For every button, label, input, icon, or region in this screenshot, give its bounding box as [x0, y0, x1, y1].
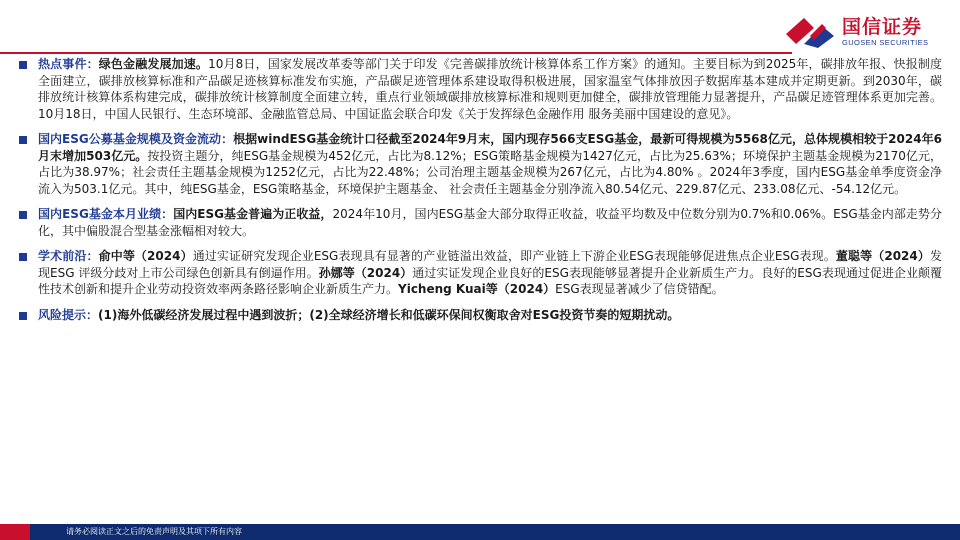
- section-risk: 风险提示：(1)海外低碳经济发展过程中遇到波折；(2)全球经济增长和低碳环保间权衡取舍对ESG投资节奏的短期扰动。: [16, 307, 942, 324]
- section-label: 风险提示: [38, 307, 87, 322]
- academic-author: 俞中等（2024）: [98, 249, 193, 263]
- academic-author: 董聪等（2024）: [835, 249, 930, 263]
- section-label: 国内ESG基金本月业绩: [38, 207, 162, 221]
- section-highlight: 国内ESG基金普遍为正收益，: [173, 207, 333, 221]
- academic-finding: ESG表现显著减少了信贷错配。: [555, 282, 724, 296]
- guosen-logo-icon: [784, 14, 836, 48]
- section-body: (1)海外低碳经济发展过程中遇到波折；(2)全球经济增长和低碳环保间权衡取舍对ESG投资节奏的短期扰动。: [98, 307, 680, 322]
- section-highlight: 绿色金融发展加速。: [98, 57, 209, 71]
- bullet-icon: [19, 211, 27, 219]
- bullet-icon: [19, 61, 27, 69]
- section-hot-events: 热点事件：绿色金融发展加速。10月8日，国家发展改革委等部门关于印发《完善碳排放统计核算体系工作方案》的通知。主要目标为到2025年，碳排放年报、快报制度全面建立，碳排放核算标准和产品碳足迹核算标准发布实施，产品碳足迹管理体系建设取得积极进展，国家温室气体排放因子数据库基本建成并定期更新。到2030年，碳排放统计核算体系构建完成，碳排放统计核算制度全面建立转，重点行业领域碳排放核算标准和规则更加健全，碳排放管理能力显著提升，产品碳足迹管理体系更加完善。10月18日，中国人民银行、生态环境部、金融监管总局、中国证监会联合印发《关于发挥绿色金融作用 服务美丽中国建设的意见》。: [16, 56, 942, 122]
- academic-finding: 通过实证发现企业良好的ESG表现能够显著提升企业新质生产力。良好的ESG表现通过促进企业颠覆性技术创新和提升企业劳动投资效率两条路径影响企业新质生产力。: [38, 265, 942, 296]
- section-label: 热点事件: [38, 57, 87, 71]
- footer-disclaimer: 请务必阅读正文之后的免责声明及其项下所有内容: [66, 527, 242, 536]
- section-body: 10月8日，国家发展改革委等部门关于印发《完善碳排放统计核算体系工作方案》的通知。主要目标为到2025年，碳排放年报、快报制度全面建立，碳排放核算标准和产品碳足迹核算标准发布实施，产品碳足迹管理体系建设取得积极进展，国家温室气体排放因子数据库基本建成并定期更新。到2030年，碳排放统计核算体系构建完成，碳排放统计核算制度全面建立转，重点行业领域碳排放核算标准和规则更加健全，碳排放管理能力显著提升，产品碳足迹管理体系更加完善。10月18日，中国人民银行、生态环境部、金融监管总局、中国证监会联合印发《关于发挥绿色金融作用 服务美丽中国建设的意见》。: [38, 57, 942, 121]
- section-fund-scale: 国内ESG公募基金规模及资金流动：根据windESG基金统计口径截至2024年9月末，国内现存566支ESG基金，最新可得规模为5568亿元，总体规模相较于2024年6月末增加503亿元。按投资主题分，纯ESG基金规模为452亿元，占比为8.12%；ESG策略基金规模为1427亿元，占比为25.63%；环境保护主题基金规模为2170亿元，占比为38.97%；社会责任主题基金规模为1252亿元，占比为22.48%；公司治理主题基金规模为267亿元，占比为4.80% 。2024年3季度，国内ESG基金单季度资金净流入为503.1亿元。其中，纯ESG基金，ESG策略基金，环境保护主题基金、 社会责任主题基金分别净流入80.54亿元、229.87亿元、233.08亿元、-54.12亿元。: [16, 131, 942, 197]
- bullet-icon: [19, 312, 27, 320]
- academic-finding: 发现ESG 评级分歧对上市公司绿色创新具有倒逼作用。: [38, 249, 942, 280]
- header-rule: [0, 52, 792, 54]
- summary-content: [16, 56, 942, 332]
- brand-logo: [784, 10, 944, 52]
- section-highlight: 根据windESG基金统计口径截至2024年9月末，国内现存566支ESG基金，最新可得规模为5568亿元，总体规模相较于2024年6月末增加503亿元。: [38, 132, 942, 163]
- academic-author: 孙娜等（2024）: [318, 265, 413, 280]
- section-label: 学术前沿: [38, 249, 87, 263]
- footer-bar: [0, 524, 960, 540]
- section-label: 国内ESG公募基金规模及资金流动: [38, 132, 222, 146]
- section-fund-performance: 国内ESG基金本月业绩：国内ESG基金普遍为正收益，2024年10月，国内ESG基金大部分取得正收益，收益平均数及中位数分别为0.7%和0.06%。ESG基金内部走势分化，其中偏股混合型基金涨幅相对较大。: [16, 206, 942, 239]
- section-body: 2024年10月，国内ESG基金大部分取得正收益，收益平均数及中位数分别为0.7%和0.06%。ESG基金内部走势分化，其中偏股混合型基金涨幅相对较大。: [38, 207, 942, 238]
- section-academic: 学术前沿：俞中等（2024）通过实证研究发现企业ESG表现具有显著的产业链溢出效益，即产业链上下游企业ESG表现能够促进焦点企业ESG表现。董聪等（2024）发现ESG 评级分歧对上市公司绿色创新具有倒逼作用。孙娜等（2024）通过实证发现企业良好的ESG表现能够显著提升企业新质生产力。良好的ESG表现通过促进企业颠覆性技术创新和提升企业劳动投资效率两条路径影响企业新质生产力。Yicheng Kuai等（2024）ESG表现显著减少了信贷错配。: [16, 248, 942, 298]
- academic-author: Yicheng Kuai等（2024）: [398, 282, 556, 296]
- brand-name-cn: 国信证券: [842, 16, 923, 38]
- brand-name-en: GUOSEN SECURITIES: [842, 38, 929, 47]
- bullet-icon: [19, 253, 27, 261]
- section-body: 按投资主题分，纯ESG基金规模为452亿元，占比为8.12%；ESG策略基金规模为1427亿元，占比为25.63%；环境保护主题基金规模为2170亿元，占比为38.97%；社会责任主题基金规模为1252亿元，占比为22.48%；公司治理主题基金规模为267亿元，占比为4.80% 。2024年3季度，国内ESG基金单季度资金净流入为503.1亿元。其中，纯ESG基金，ESG策略基金，环境保护主题基金、 社会责任主题基金分别净流入80.54亿元、229.87亿元、233.08亿元、-54.12亿元。: [38, 148, 942, 196]
- bullet-icon: [19, 136, 27, 144]
- academic-finding: 通过实证研究发现企业ESG表现具有显著的产业链溢出效益，即产业链上下游企业ESG表现能够促进焦点企业ESG表现。: [192, 249, 836, 263]
- footer-accent: [0, 524, 30, 540]
